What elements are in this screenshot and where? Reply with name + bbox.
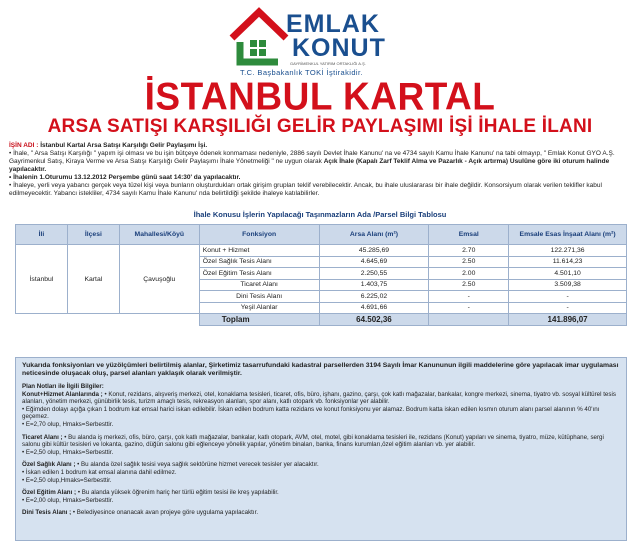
konut-heading: Konut+Hizmet Alanlarında ;	[22, 390, 103, 398]
cell-fonksiyon: Dini Tesis Alanı	[199, 291, 319, 303]
intro-p1-text: • İhale, " Arsa Satışı Karşılığı " yapım işi olması ve bu işin bütçeye ödenek konmaması nedeniyle, 2886 sayılı Devlet İhale Kanunu' na ve 4734 sayılı Kamu İhale Kanunu' na tabi olmayıp, " Emlak Konut GYO A.Ş. Gayrimenkul Satış, Kiraya Verme ve Arsa Satışı Karşılığı Gelir Paylaşımı İhale Yönetmeliği " ne uygun olarak	[9, 150, 615, 165]
intro-section	[9, 142, 633, 198]
cell-arsa: 6.225,02	[319, 291, 429, 303]
saglik-section	[22, 461, 620, 469]
header-ilce: İlçesi	[67, 225, 119, 245]
cell-fonksiyon: Ticaret Alanı	[199, 279, 319, 291]
cell-arsa: 4.691,66	[319, 302, 429, 314]
saglik-bullet-2: • İskan edilen 1 bodrum kat emsal alanına dahil edilmez.	[22, 468, 177, 476]
header-insaat: Emsale Esas İnşaat Alanı (m²)	[509, 225, 627, 245]
cell-insaat: 4.501,10	[509, 268, 627, 280]
cell-emsal: 2.70	[429, 245, 509, 257]
total-label: Toplam	[199, 314, 319, 326]
plan-notes-heading: Plan Notları ile İlgili Bilgiler:	[22, 383, 104, 390]
total-arsa: 64.502,36	[319, 314, 429, 326]
cell-emsal: -	[429, 302, 509, 314]
cell-insaat: 11.614,23	[509, 256, 627, 268]
logo-subtitle: T.C. Başbakanlık TOKİ İştirakidir.	[240, 68, 363, 77]
intro-date-text: • İhalenin 1.Oturumu 13.12.2012 Perşembe günü saat 14:30' da yapılacaktır.	[9, 174, 241, 181]
parcel-table	[15, 224, 627, 326]
intro-paragraph-2	[9, 174, 633, 182]
cell-arsa: 4.645,69	[319, 256, 429, 268]
konut-section	[22, 391, 620, 406]
egitim-heading: Özel Eğitim Alanı ;	[22, 489, 77, 497]
header-il: İli	[16, 225, 68, 245]
header-mahalle: Mahallesi/Köyü	[119, 225, 199, 245]
ticaret-bullet-2: • E=2,50 olup, Hmaks=Serbesttir.	[22, 448, 114, 456]
table-total-row	[16, 314, 627, 326]
intro-p1-end: Usulüne göre iki oturum halinde yapılacaktır.	[9, 158, 610, 173]
total-insaat: 141.896,07	[509, 314, 627, 326]
house-logo-icon	[228, 4, 290, 68]
table-header-row	[16, 225, 627, 245]
total-emsal	[429, 314, 509, 326]
cell-arsa: 45.285,69	[319, 245, 429, 257]
dini-section	[22, 509, 620, 517]
emlak-konut-logo	[228, 4, 418, 78]
job-name-label: İŞİN ADI :	[9, 142, 39, 149]
cell-ilce: Kartal	[67, 245, 119, 314]
cell-arsa: 1.403,75	[319, 279, 429, 291]
intro-p1-bold: Açık İhale (Kapalı Zarf Teklif Alma ve Pazarlık - Açık artırma)	[323, 158, 509, 165]
page-subtitle: ARSA SATIŞI KARŞILIĞI GELİR PAYLAŞIMI İŞİ İHALE İLANI	[47, 116, 593, 137]
egitim-section	[22, 489, 620, 497]
intro-paragraph-3: • İhaleye, yerli veya yabancı gerçek veya tüzel kişi veya bunların oluşturdukları ortak girişim grupları teklif verebilecektir. Ancak, bu ihale uluslararası bir ihale değildir. Konsorsiyum olarak verilen teklifler kabul edilmeyecektir. Yabancı istekliler, 4734 sayılı Kamu İhale Kanunu' nda belirtildiği şekilde ihaleye katılabilirler.	[9, 182, 602, 197]
dini-text: • Belediyesince onanacak avan projeye göre uygulama yapılacaktır.	[71, 509, 259, 517]
page-title: İSTANBUL KARTAL	[144, 74, 496, 118]
header-fonksiyon: Fonksiyon	[199, 225, 319, 245]
notes-lead: Yukarıda fonksiyonları ve yüzölçümleri belirtilmiş alanlar, Şirketimiz tasarrufundaki kadastral parsellerden 3194 Sayılı İmar Kanununun ilgili maddelerine göre yapılacak imar uygulaması neticesinde oluşacak oluş, parsel alanları yaklaşık olarak verilmiştir.	[22, 362, 619, 377]
table-row	[16, 245, 627, 257]
cell-fonksiyon: Özel Eğitim Tesis Alanı	[199, 268, 319, 280]
cell-emsal: 2.50	[429, 256, 509, 268]
logo-brand-line1: EMLAK	[286, 10, 380, 38]
cell-insaat: 3.509,38	[509, 279, 627, 291]
cell-mahalle: Çavuşoğlu	[119, 245, 199, 314]
intro-paragraph-1	[9, 150, 633, 174]
egitim-bullet-2: • E=2,00 olup, Hmaks=Serbesttir.	[22, 496, 114, 504]
job-name-line	[9, 142, 633, 150]
dini-heading: Dini Tesis Alanı ;	[22, 509, 72, 517]
cell-insaat: -	[509, 291, 627, 303]
cell-insaat: 122.271,36	[509, 245, 627, 257]
logo-brand-line2: KONUT	[292, 34, 386, 62]
plan-notes-box	[15, 357, 627, 541]
cell-fonksiyon: Konut + Hizmet	[199, 245, 319, 257]
konut-bullet-3: • E=2,70 olup, Hmaks=Serbesttir.	[22, 420, 114, 428]
ticaret-text: • Bu alanda iş merkezi, ofis, büro, çarşı, çok katlı mağazalar, bankalar, katlı otopark, AVM, otel, motel, gibi konaklama tesisleri ile, rezidans (Konut) yapıları ve sinema, tiyatro, müze, kütüphane, sergi salonu gibi kültür tesisleri ve lokanta, gazino, düğün salonu gibi eğlenceye yönelik yapılar, yönetim binaları, banka, finans kurumları,özel eğitim alanları vb. yer alabilir.	[22, 433, 604, 449]
table-caption: İhale Konusu İşlerin Yapılacağı Taşınmazların Ada /Parsel Bilgi Tablosu	[193, 210, 447, 219]
saglik-bullet-3: • E=2,50 olup,Hmaks=Serbesttir.	[22, 476, 112, 484]
egitim-text: • Bu alanda yüksek öğrenim hariç her türlü eğitim tesisi ile kreş yapılabilir.	[76, 489, 279, 497]
cell-emsal: -	[429, 291, 509, 303]
header-arsa: Arsa Alanı (m²)	[319, 225, 429, 245]
cell-emsal: 2.50	[429, 279, 509, 291]
cell-emsal: 2.00	[429, 268, 509, 280]
logo-tagline: GAYRİMENKUL YATIRIM ORTAKLIĞI A.Ş.	[290, 61, 366, 66]
ticaret-section	[22, 434, 620, 449]
total-spacer	[16, 314, 200, 326]
job-name: İstanbul Kartal Arsa Satışı Karşılığı Gelir Paylaşımı İşi.	[40, 142, 208, 149]
konut-bullet-2: • Eğimden dolayı açığa çıkan 1 bodrum kat emsal harici iskan edilebilir. İskan edilen bodrum katta rezidans ve konut fonksiyonu yer alamaz. Bodrum katta iskan edilen kısmın oturum alanı parsel alanının % 40'ını geçemez.	[22, 405, 600, 421]
ticaret-heading: Ticaret Alanı ;	[22, 433, 63, 441]
saglik-heading: Özel Sağlık Alanı ;	[22, 461, 76, 469]
cell-insaat: -	[509, 302, 627, 314]
cell-fonksiyon: Özel Sağlık Tesis Alanı	[199, 256, 319, 268]
saglik-text: • Bu alanda özel sağlık tesisi veya sağlık sektörüne hizmet verecek tesisler yer alacaktır.	[75, 461, 319, 469]
header-emsal: Emsal	[429, 225, 509, 245]
cell-arsa: 2.250,55	[319, 268, 429, 280]
cell-il: İstanbul	[16, 245, 68, 314]
cell-fonksiyon: Yeşil Alanlar	[199, 302, 319, 314]
konut-text: • Konut, rezidans, alışveriş merkezi, otel, konaklama tesisleri, ticaret, ofis, büro, işhanı, gazino, çarşı, çok katlı mağazalar, bankalar, kongre merkezi, sinema, tiyatro vb. sosyal kültürel tesis alanları, yönetim merkezi, günübirlik tesis, turizm amaçlı tesis, rekreasyon alanları, spor alanı, katlı otopark vb. fonksiyonlar yer alabilir.	[22, 390, 616, 406]
